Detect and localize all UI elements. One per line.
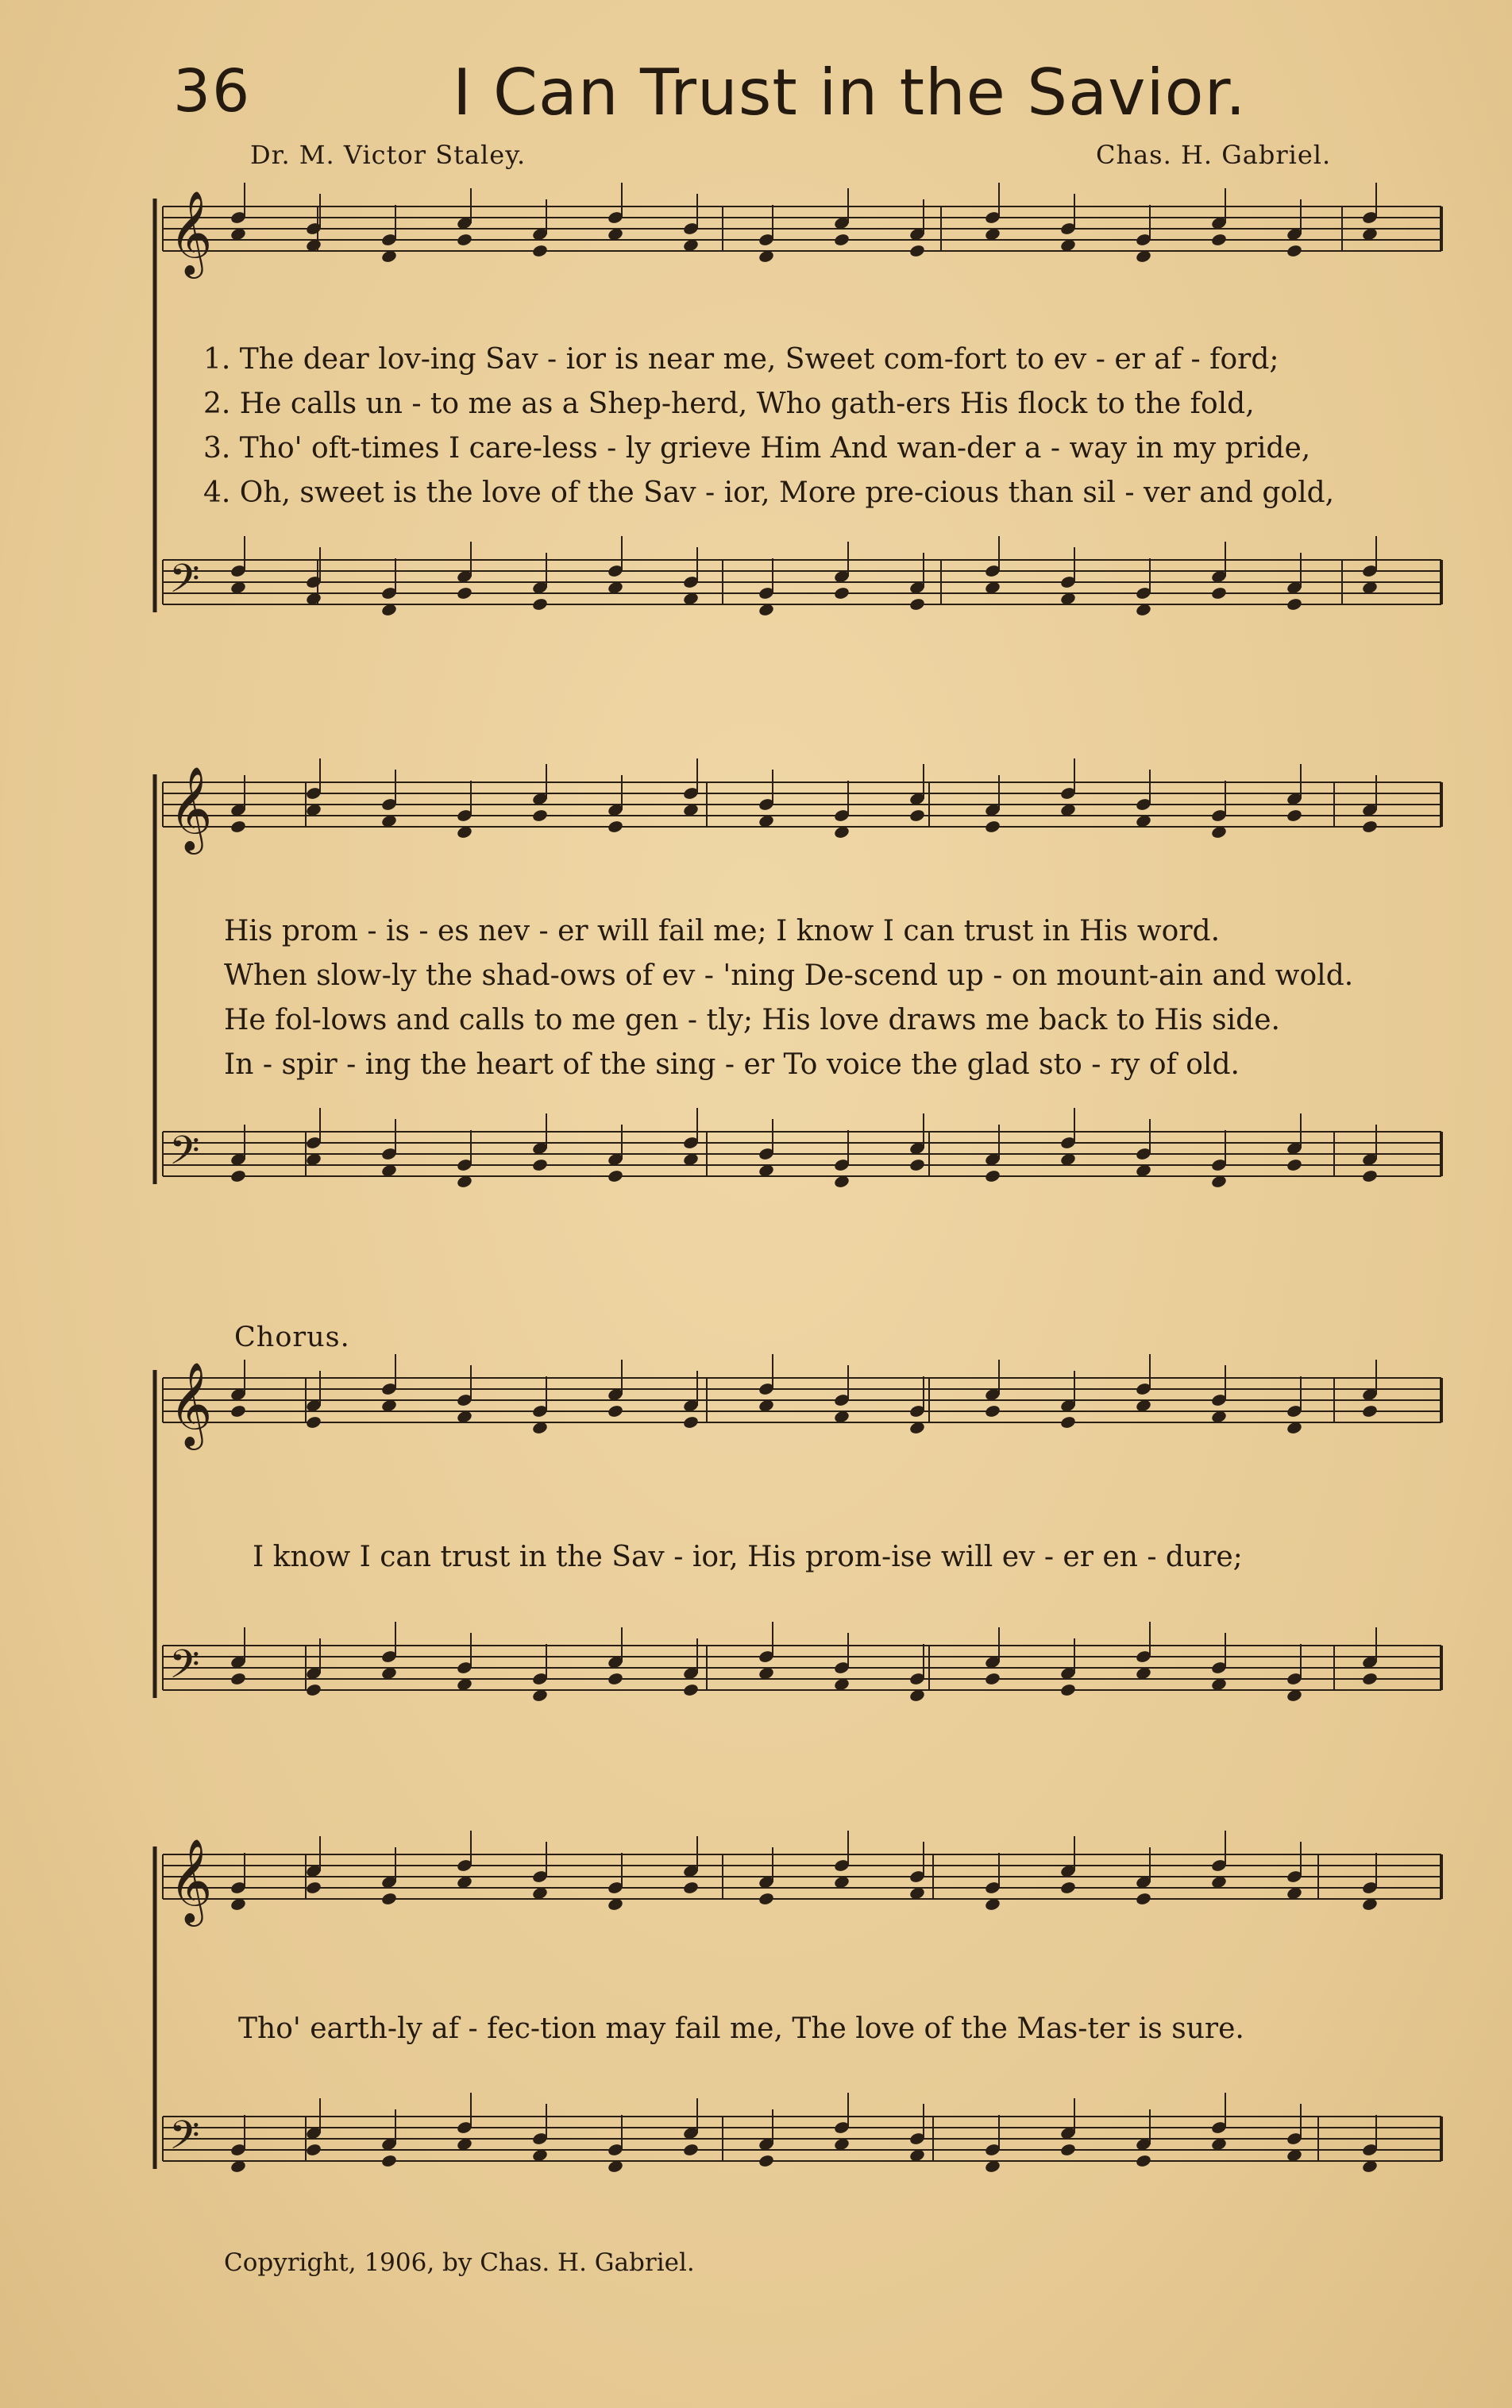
note-head (531, 808, 548, 823)
bass-clef: 𝄢 (169, 1642, 200, 1697)
verse-2-line-2: When slow-ly the shad-ows of ev - 'ning De-scend up - on mount-ain and wold. (224, 959, 1354, 992)
note-head (1059, 1683, 1076, 1697)
note-head (230, 1169, 246, 1183)
note-head (1286, 1158, 1302, 1172)
note-head (758, 1892, 774, 1906)
note-head (380, 2154, 397, 2168)
bass-clef: 𝄢 (169, 1128, 200, 1183)
treble-clef: 𝄞 (169, 766, 213, 851)
note-head (833, 586, 850, 600)
note-head (1361, 1404, 1378, 1418)
page-number: 36 (173, 57, 252, 125)
note-head (1361, 1672, 1378, 1686)
note-head (531, 597, 548, 612)
note-head (456, 233, 472, 247)
note-head (607, 820, 623, 834)
chorus-line-2: Tho' earth-ly af - fec-tion may fail me, The love of the Mas-ter is sure. (238, 2012, 1244, 2045)
note-head (682, 1415, 699, 1430)
note-head (682, 1683, 699, 1697)
note-head (1286, 244, 1302, 258)
note-head (1286, 808, 1302, 823)
bass-clef: 𝄢 (169, 2113, 200, 2168)
verse-1-line-1: 1. The dear lov-ing Sav - ior is near me, Sweet com-fort to ev - er af - ford; (203, 343, 1279, 376)
copyright-notice: Copyright, 1906, by Chas. H. Gabriel. (224, 2248, 695, 2277)
note-head (230, 1672, 246, 1686)
note-head (531, 244, 548, 258)
composer-credit: Chas. H. Gabriel. (1096, 140, 1332, 170)
note-head (984, 1672, 1001, 1686)
note-head (607, 1404, 623, 1418)
note-head (984, 1169, 1001, 1183)
bass-clef: 𝄢 (169, 556, 200, 612)
note-head (380, 1892, 397, 1906)
hymn-title: I Can Trust in the Savior. (453, 56, 1247, 129)
note-head (1210, 586, 1227, 600)
note-head (1135, 1892, 1151, 1906)
note-head (682, 1881, 699, 1895)
treble-clef: 𝄞 (169, 1838, 213, 1923)
treble-clef: 𝄞 (169, 1361, 213, 1446)
note-head (908, 244, 925, 258)
note-head (984, 820, 1001, 834)
note-head (1210, 233, 1227, 247)
verse-3-line-1: 3. Tho' oft-times I care-less - ly grieve Him And wan-der a - way in my pride, (203, 432, 1311, 465)
note-head (908, 808, 925, 823)
note-head (607, 1672, 623, 1686)
treble-clef: 𝄞 (169, 190, 213, 275)
note-head (230, 1404, 246, 1418)
note-head (1286, 597, 1302, 612)
note-head (607, 1169, 623, 1183)
verse-4-line-1: 4. Oh, sweet is the love of the Sav - ior, More pre-cious than sil - ver and gold, (203, 477, 1335, 509)
note-head (984, 1404, 1001, 1418)
note-head (833, 233, 850, 247)
note-head (1059, 1881, 1076, 1895)
note-head (908, 597, 925, 612)
note-head (1361, 1169, 1378, 1183)
note-head (908, 1158, 925, 1172)
lyricist-credit: Dr. M. Victor Staley. (250, 140, 526, 170)
note-head (1059, 1415, 1076, 1430)
verse-1-line-2: His prom - is - es nev - er will fail me; I know I can trust in His word. (224, 915, 1221, 947)
verse-2-line-1: 2. He calls un - to me as a Shep-herd, Who gath-ers His flock to the fold, (203, 388, 1255, 420)
note-head (230, 820, 246, 834)
note-head (682, 2143, 699, 2157)
verse-4-line-2: In - spir - ing the heart of the sing - er To voice the glad sto - ry of old. (224, 1048, 1240, 1081)
note-head (1361, 820, 1378, 834)
note-head (531, 1158, 548, 1172)
note-head (1059, 2143, 1076, 2157)
note-head (305, 1881, 322, 1895)
verse-3-line-2: He fol-lows and calls to me gen - tly; His love draws me back to His side. (224, 1004, 1280, 1036)
note-head (758, 2154, 774, 2168)
chorus-line-1: I know I can trust in the Sav - ior, His prom-ise will ev - er en - dure; (253, 1541, 1243, 1573)
note-head (305, 1415, 322, 1430)
note-head (456, 586, 472, 600)
note-head (1135, 2154, 1151, 2168)
note-head (305, 1683, 322, 1697)
note-head (305, 2143, 322, 2157)
chorus-label: Chorus. (234, 1322, 350, 1353)
